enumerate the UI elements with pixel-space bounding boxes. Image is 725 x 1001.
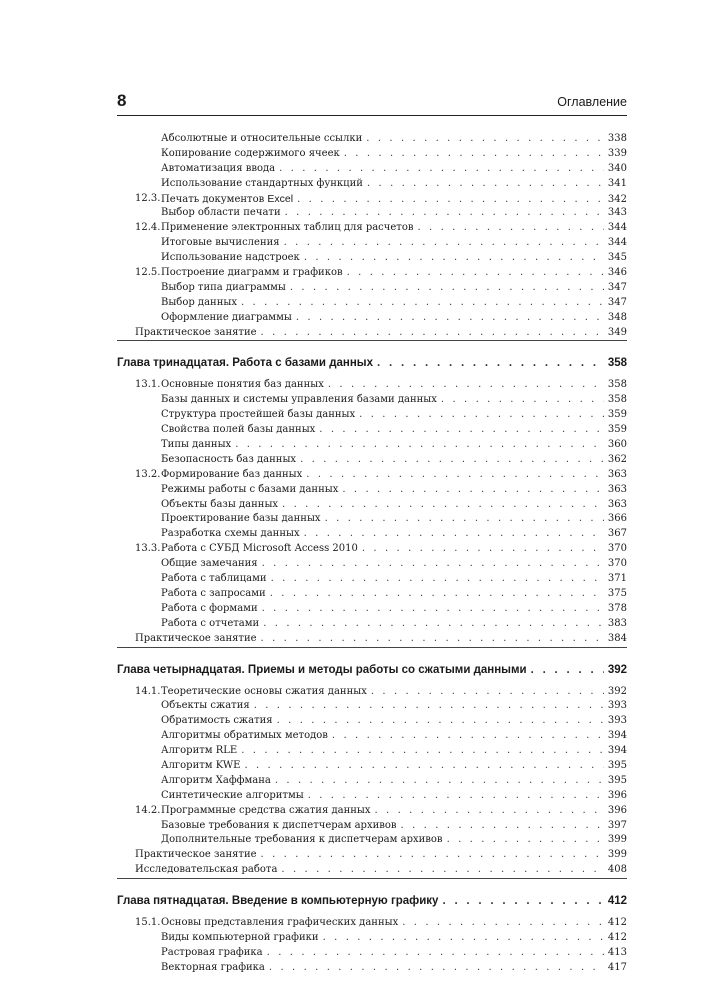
dot-leader [447, 833, 604, 848]
dot-leader [344, 147, 604, 162]
page-ref: 367 [607, 528, 627, 540]
entry-title: Использование надстроек [161, 252, 300, 264]
entry-title: Разработка схемы данных [161, 528, 300, 540]
toc-entry[interactable] [117, 512, 627, 527]
dot-leader [277, 714, 604, 729]
page-ref: 358 [607, 379, 627, 391]
entry-title: Объекты сжатия [161, 700, 250, 712]
page-ref: 378 [607, 602, 627, 614]
toc-entry[interactable] [117, 759, 627, 774]
entry-title: Типы данных [161, 439, 232, 451]
toc-entry[interactable] [117, 132, 627, 147]
toc-entry[interactable] [117, 744, 627, 759]
toc-entry[interactable] [117, 296, 627, 311]
page-ref: 363 [607, 468, 627, 480]
entry-title: Автоматизация ввода [161, 162, 276, 174]
page-ref: 359 [607, 409, 627, 421]
entry-title: Режимы работы с базами данных [161, 483, 339, 495]
toc-entry[interactable] [117, 617, 627, 632]
entry-title: Глава тринадцатая. Работа с базами данных [117, 357, 374, 370]
entry-title: Глава пятнадцатая. Введение в компьютерную графику [117, 895, 439, 908]
dot-leader [367, 177, 604, 192]
page-ref: 370 [607, 543, 627, 555]
section-number: 13.1. [135, 379, 161, 391]
toc-entry[interactable] [117, 863, 627, 878]
page-ref: 396 [607, 789, 627, 801]
entry-title: Основные понятия баз данных [161, 379, 324, 391]
toc-entry[interactable] [117, 602, 627, 617]
dot-leader [308, 789, 604, 804]
entry-title: Проектирование базы данных [161, 513, 321, 525]
page-ref: 346 [607, 267, 627, 279]
header-rule [117, 115, 627, 116]
section-number: 12.5. [135, 267, 161, 279]
entry-title: Векторная графика [161, 961, 265, 973]
toc-entry[interactable] [117, 572, 627, 587]
toc-entry[interactable] [117, 408, 627, 423]
dot-leader [262, 557, 604, 572]
page-ref: 344 [607, 222, 627, 234]
entry-title: Использование стандартных функций [161, 177, 363, 189]
dot-leader [262, 602, 604, 617]
dot-leader [284, 236, 604, 251]
toc-entry[interactable] [117, 819, 627, 834]
page-ref: 412 [607, 931, 627, 943]
page-ref: 363 [607, 483, 627, 495]
section-number: 14.2. [135, 804, 161, 816]
page-ref: 358 [607, 357, 627, 370]
page-ref: 413 [607, 946, 627, 958]
entry-title: Безопасность баз данных [161, 453, 297, 465]
dot-leader [359, 408, 604, 423]
entry-title: Алгоритм RLE [161, 745, 238, 757]
toc-entry[interactable] [117, 162, 627, 177]
entry-title: Глава четырнадцатая. Приемы и методы работы со сжатыми данными [117, 663, 527, 676]
toc-entry[interactable] [117, 714, 627, 729]
dot-leader [271, 572, 604, 587]
dot-leader [270, 587, 604, 602]
entry-title: Применение электронных таблиц для расчетов [161, 222, 414, 234]
entry-title: Основы представления графических данных [161, 917, 399, 929]
page-ref: 384 [607, 632, 627, 644]
entry-title: Виды компьютерной графики [161, 931, 319, 943]
page-ref: 358 [607, 394, 627, 406]
section-number: 13.3. [135, 543, 161, 555]
toc-entry[interactable] [117, 587, 627, 602]
toc-entry[interactable] [117, 946, 627, 961]
page-ref: 417 [607, 961, 627, 973]
page-ref: 338 [607, 133, 627, 144]
toc-chapter-entry[interactable] [117, 659, 627, 681]
toc-chapter-entry[interactable] [117, 890, 627, 912]
entry-title: Объекты базы данных [161, 498, 279, 510]
page-ref: 348 [607, 311, 627, 323]
entry-title: Практическое занятие [135, 632, 257, 644]
dot-leader [401, 819, 604, 834]
toc-chapter-entry[interactable] [117, 352, 627, 374]
dot-leader [269, 961, 604, 976]
toc-entry[interactable] [117, 393, 627, 408]
entry-title: Исследовательская работа [135, 864, 278, 876]
dot-leader [347, 266, 604, 281]
entry-title: Оформление диаграммы [161, 311, 292, 323]
toc-entry[interactable] [117, 699, 627, 714]
entry-title: Растровая графика [161, 946, 263, 958]
page-ref: 393 [607, 700, 627, 712]
page-ref: 408 [607, 864, 627, 876]
section-number: 15.1. [135, 917, 161, 929]
entry-title: Работа с формами [161, 602, 258, 614]
toc-entry[interactable] [117, 632, 627, 647]
toc-section-entry[interactable] [117, 542, 627, 557]
entry-title: Алгоритм KWE [161, 759, 241, 771]
entry-title: Практическое занятие [135, 849, 257, 861]
page-ref: 360 [607, 439, 627, 451]
dot-leader [332, 729, 604, 744]
section-number: 14.1. [135, 685, 161, 697]
entry-title: Работа с отчетами [161, 617, 260, 629]
entry-title: Структура простейшей базы данных [161, 409, 356, 421]
dot-leader [241, 296, 604, 311]
entry-title: Дополнительные требования к диспетчерам архивов [161, 834, 443, 846]
dot-leader [418, 221, 604, 236]
running-head: Оглавление [557, 95, 627, 109]
dot-leader [306, 468, 604, 483]
toc-section-entry[interactable] [117, 378, 627, 393]
entry-title-part: Excel [267, 192, 294, 205]
dot-leader [377, 352, 604, 374]
dot-leader [261, 326, 604, 341]
page-ref: 396 [607, 804, 627, 816]
page-ref: 341 [607, 177, 627, 189]
dot-leader [282, 498, 604, 513]
toc-section-entry[interactable] [117, 266, 627, 281]
dot-leader [304, 251, 604, 266]
page-header [117, 90, 627, 112]
entry-title: Выбор данных [161, 296, 237, 308]
dot-leader [241, 744, 604, 759]
dot-leader [328, 378, 604, 393]
toc-entry[interactable] [117, 498, 627, 513]
entry-title: Абсолютные и относительные ссылки [161, 133, 363, 144]
dot-leader [279, 162, 604, 177]
dot-leader [371, 685, 604, 700]
toc-entry[interactable] [117, 833, 627, 848]
entry-title: Общие замечания [161, 558, 258, 570]
entry-title: Программные средства сжатия данных [161, 804, 371, 816]
page-ref: 349 [607, 326, 627, 338]
entry-title: Построение диаграмм и графиков [161, 267, 343, 279]
page-ref: 363 [607, 498, 627, 510]
page-ref: 392 [607, 685, 627, 697]
page-ref: 412 [607, 917, 627, 929]
entry-title: Копирование содержимого ячеек [161, 147, 340, 159]
page-ref: 339 [607, 147, 627, 159]
page-ref: 394 [607, 745, 627, 757]
page-ref: 399 [607, 849, 627, 861]
toc-entry[interactable] [117, 453, 627, 468]
page-ref: 366 [607, 513, 627, 525]
entry-title: Алгоритмы обратимых методов [161, 730, 328, 742]
dot-leader [267, 946, 604, 961]
page-ref: 340 [607, 162, 627, 174]
entry-title: Работа с СУБД Microsoft Access 2010 [161, 543, 358, 555]
page-ref: 342 [607, 193, 627, 205]
dot-leader [442, 890, 603, 912]
page-number: 8 [117, 91, 127, 110]
dot-leader [296, 311, 604, 326]
section-number: 12.3. [135, 192, 161, 204]
dot-leader [263, 617, 604, 632]
dot-leader [235, 438, 604, 453]
dot-leader [402, 916, 604, 931]
dot-leader [244, 759, 603, 774]
toc-section-entry[interactable] [117, 685, 627, 700]
dot-leader [254, 699, 604, 714]
dot-leader [297, 193, 604, 208]
dot-leader [290, 281, 604, 296]
toc-entry[interactable] [117, 311, 627, 326]
chapter-rule [117, 647, 627, 648]
entry-title: Алгоритм Хаффмана [161, 774, 271, 786]
entry-title: Формирование баз данных [161, 468, 303, 480]
entry-title: Базовые требования к диспетчерам архивов [161, 819, 397, 831]
dot-leader [300, 453, 604, 468]
page-ref: 412 [607, 895, 627, 908]
toc-entry[interactable] [117, 251, 627, 266]
section-number: 12.4. [135, 222, 161, 234]
page-ref: 392 [607, 663, 627, 676]
toc-section-entry[interactable] [117, 916, 627, 931]
section-number: 13.2. [135, 468, 161, 480]
toc-entry[interactable] [117, 789, 627, 804]
entry-title: Синтетические алгоритмы [161, 789, 304, 801]
toc-entry[interactable] [117, 147, 627, 162]
toc-section-entry[interactable] [117, 468, 627, 483]
chapter-rule [117, 340, 627, 341]
page-ref: 345 [607, 252, 627, 264]
page-ref: 362 [607, 453, 627, 465]
entry-title: Работа с запросами [161, 587, 266, 599]
toc-entry[interactable] [117, 729, 627, 744]
dot-leader [323, 931, 604, 946]
toc-entry[interactable] [117, 423, 627, 438]
toc-entry[interactable] [117, 438, 627, 453]
dot-leader [342, 483, 604, 498]
dot-leader [285, 206, 604, 221]
toc-section-entry[interactable] [117, 804, 627, 819]
toc-entry[interactable] [117, 206, 627, 221]
dot-leader [261, 632, 604, 647]
entry-title [161, 192, 293, 208]
dot-leader [375, 804, 604, 819]
toc-entry[interactable] [117, 848, 627, 863]
entry-title: Работа с таблицами [161, 573, 267, 585]
dot-leader [261, 848, 604, 863]
toc-entry[interactable] [117, 931, 627, 946]
entry-title: Свойства полей базы данных [161, 424, 316, 436]
toc-entry[interactable] [117, 774, 627, 789]
toc-section-entry[interactable] [117, 192, 627, 207]
page-ref: 359 [607, 424, 627, 436]
entry-title-part: Печать документов [161, 193, 268, 205]
page-ref: 347 [607, 281, 627, 293]
entry-title: Базы данных и системы управления базами данных [161, 394, 437, 406]
dot-leader [366, 132, 604, 147]
dot-leader [531, 659, 604, 681]
page-ref: 395 [607, 774, 627, 786]
toc-entry[interactable] [117, 177, 627, 192]
page-ref: 394 [607, 730, 627, 742]
page-ref: 371 [607, 573, 627, 585]
entry-title: Теоретические основы сжатия данных [161, 685, 367, 697]
toc-entry[interactable] [117, 557, 627, 572]
dot-leader [304, 527, 604, 542]
toc-section-entry[interactable] [117, 221, 627, 236]
page-ref: 393 [607, 715, 627, 727]
entry-title: Итоговые вычисления [161, 237, 280, 249]
entry-title: Практическое занятие [135, 326, 257, 338]
dot-leader [441, 393, 604, 408]
toc-entry[interactable] [117, 326, 627, 341]
toc-entry[interactable] [117, 961, 627, 976]
entry-title: Выбор типа диаграммы [161, 281, 286, 293]
page-ref: 397 [607, 819, 627, 831]
toc-entry[interactable] [117, 281, 627, 296]
toc-entry[interactable] [117, 236, 627, 251]
page-ref: 375 [607, 587, 627, 599]
toc-entry[interactable] [117, 527, 627, 542]
page-ref: 383 [607, 617, 627, 629]
page-ref: 370 [607, 558, 627, 570]
page-ref: 399 [607, 834, 627, 846]
page-ref: 344 [607, 237, 627, 249]
chapter-rule [117, 878, 627, 879]
table-of-contents [117, 132, 627, 976]
dot-leader [325, 512, 604, 527]
entry-title: Обратимость сжатия [161, 715, 273, 727]
page-ref: 395 [607, 759, 627, 771]
toc-entry[interactable] [117, 483, 627, 498]
entry-title: Выбор области печати [161, 207, 281, 219]
page-ref: 343 [607, 207, 627, 219]
dot-leader [281, 863, 603, 878]
dot-leader [275, 774, 604, 789]
page-ref: 347 [607, 296, 627, 308]
dot-leader [319, 423, 604, 438]
dot-leader [362, 542, 604, 557]
